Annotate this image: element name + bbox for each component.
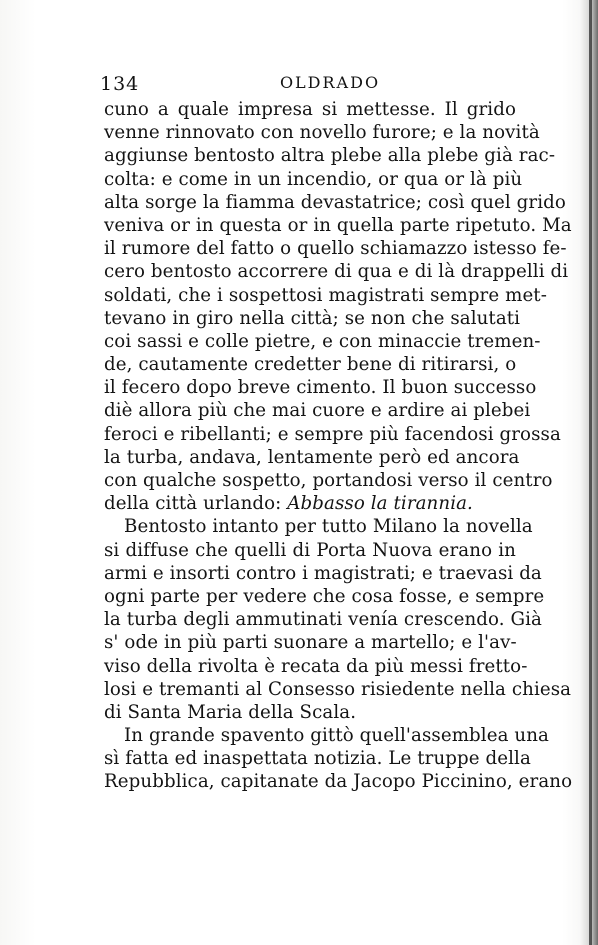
text-line: ogni parte per vedere che cosa fosse, e sempre [104,585,545,607]
body-text [104,98,573,794]
text-line: sì fatta ed inaspettata notizia. Le truppe della [104,748,531,770]
text-line: si diffuse che quelli di Porta Nuova erano in [104,539,516,561]
text-line: losi e tremanti al Consesso risiedente nella chiesa [104,678,572,700]
text-segment: della città urlando: [104,493,288,515]
text-line: alta sorge la fiamma devastatrice; così quel grido [104,191,566,213]
text-line: cero bentosto accorrere di qua e di là drappelli di [104,261,569,283]
spine-edge [589,0,592,945]
text-line [104,492,516,515]
text-line: Repubblica, capitanate da Jacopo Piccinino, erano [104,771,573,793]
text-line: tevano in giro nella città; se non che salutati [104,307,521,329]
text-line: aggiunse bentosto altra plebe alla plebe già rac- [104,145,556,167]
text-line: venne rinnovato con novello furore; e la novità [104,122,540,144]
text-line: cuno a quale impresa si mettesse. Il grido [104,99,516,120]
text-line: Bentosto intanto per tutto Milano la novella [124,516,533,538]
text-line: con qualche sospetto, portandosi verso il centro [104,470,553,491]
italic-exclamation: Abbasso la tirannia. [287,493,473,515]
text-line: de, cautamente credetter bene di ritirarsi, o [104,354,517,376]
text-line: colta: e come in un incendio, or qua or là più [104,168,523,190]
page-header [100,73,520,95]
text-line: viso della rivolta è recata da più messi fretto- [104,655,528,677]
page-number: 134 [100,73,140,95]
text-line: di Santa Maria della Scala. [104,701,357,723]
text-line: il rumore del fatto o quello schiamazzo istesso fe- [104,238,567,260]
text-line: In grande spavento gittò quell'assemblea una [124,725,549,747]
running-title: OLDRADO [279,73,381,92]
text-line: diè allora più che mai cuore e ardire ai plebei [104,400,531,422]
text-line: soldati, che i sospettosi magistrati sempre met- [104,284,547,306]
text-line: coi sassi e colle pietre, e con minaccie tremen- [104,330,541,352]
text-line: veniva or in questa or in quella parte ripetuto. Ma [104,214,572,236]
text-line: s' ode in più parti suonare a martello; e l'av- [104,632,517,654]
text-line: armi e insorti contro i magistrati; e traevasi da [104,562,542,584]
text-line: la turba, andava, lentamente però ed ancora [104,446,520,468]
text-line: feroci e ribellanti; e sempre più facendosi grossa [104,423,561,445]
text-line: la turba degli ammutinati venía crescendo. Già [104,609,542,631]
text-line: il fecero dopo breve cimento. Il buon successo [104,377,537,399]
